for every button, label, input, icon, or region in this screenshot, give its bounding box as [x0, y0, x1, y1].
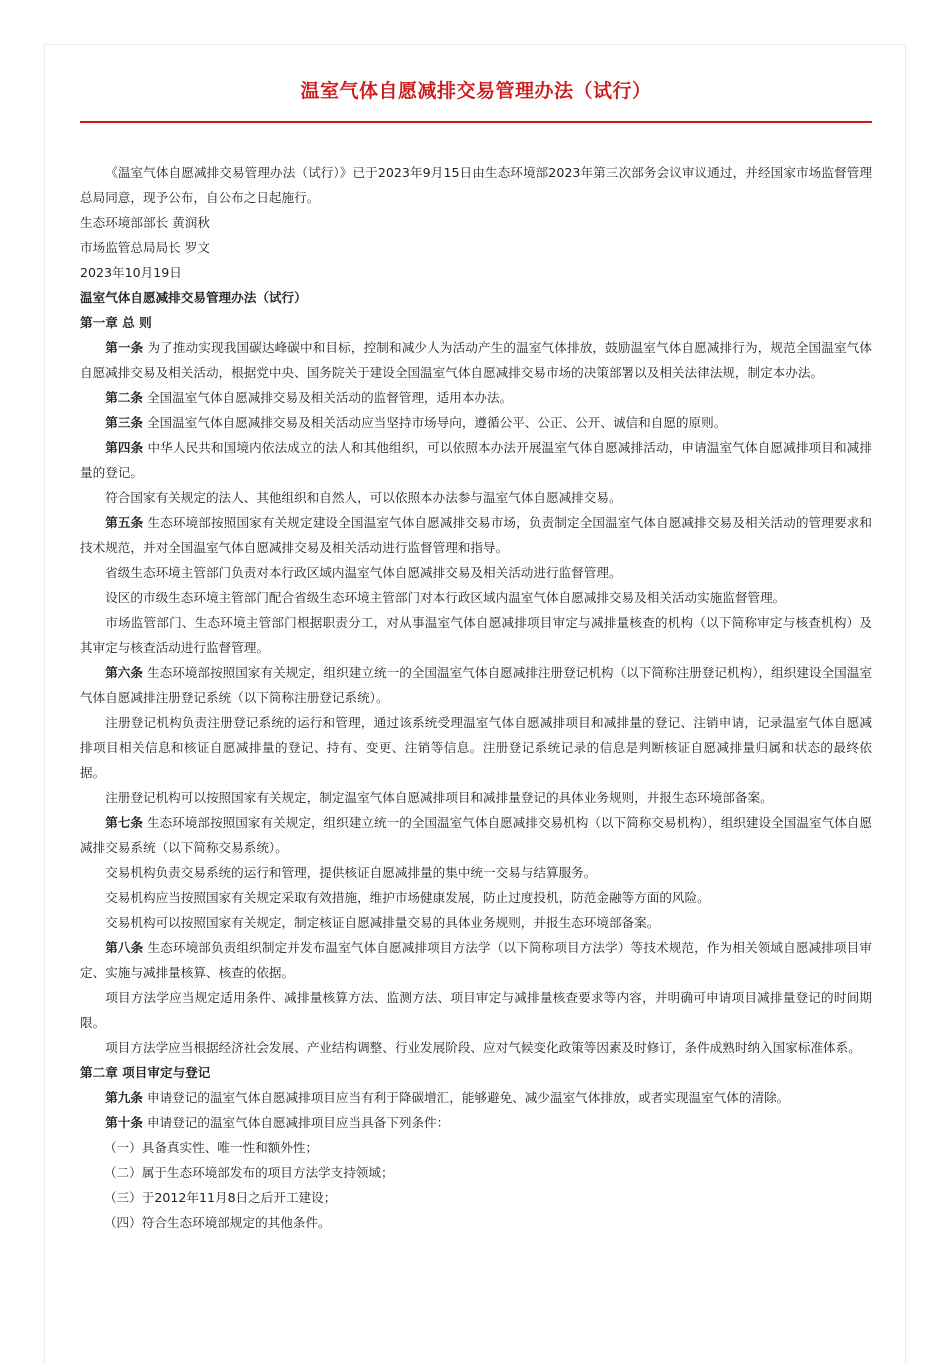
paragraph: 注册登记机构负责注册登记系统的运行和管理，通过该系统受理温室气体自愿减排项目和减排量的登记、注销申请，记录温室气体自愿减排项目相关信息和核证自愿减排量的登记、持有、变更、注销等信息。注册登记系统记录的信息是判断核证自愿减排量归属和状态的最终依据。 [80, 715, 872, 780]
article-6 [80, 660, 872, 710]
article-text: 为了推动实现我国碳达峰碳中和目标，控制和减少人为活动产生的温室气体排放，鼓励温室气体自愿减排行为，规范全国温室气体自愿减排交易及相关活动，根据党中央、国务院关于建设全国温室气体自愿减排交易市场的决策部署以及相关法律法规，制定本办法。 [80, 340, 872, 380]
article-label: 第六条 [105, 665, 144, 680]
article-text: 申请登记的温室气体自愿减排项目应当有利于降碳增汇，能够避免、减少温室气体排放，或者实现温室气体的清除。 [142, 1090, 790, 1105]
list-item: （一）具备真实性、唯一性和额外性； [103, 1140, 319, 1155]
article-label: 第三条 [105, 415, 143, 430]
document-body [80, 160, 872, 1235]
article-label: 第二条 [105, 390, 143, 405]
article-4 [80, 435, 872, 485]
chapter-heading: 第一章 总 则 [80, 315, 152, 330]
article-7 [80, 810, 872, 860]
article-label: 第九条 [105, 1090, 143, 1105]
article-1 [80, 335, 872, 385]
article-label: 第五条 [105, 515, 144, 530]
article-10 [80, 1110, 872, 1135]
article-text: 全国温室气体自愿减排交易及相关活动的监督管理，适用本办法。 [142, 390, 513, 405]
signature-minister-samr: 市场监管总局局长 罗文 [80, 240, 210, 255]
article-5 [80, 510, 872, 560]
paragraph: 设区的市级生态环境主管部门配合省级生态环境主管部门对本行政区域内温室气体自愿减排交易及相关活动实施监督管理。 [105, 590, 786, 605]
paragraph: 注册登记机构可以按照国家有关规定，制定温室气体自愿减排项目和减排量登记的具体业务规则，并报生态环境部备案。 [105, 790, 773, 805]
article-text: 生态环境部按照国家有关规定，组织建立统一的全国温室气体自愿减排交易机构（以下简称交易机构），组织建设全国温室气体自愿减排交易系统（以下简称交易系统）。 [80, 815, 872, 855]
paragraph: 省级生态环境主管部门负责对本行政区域内温室气体自愿减排交易及相关活动进行监督管理。 [105, 565, 622, 580]
paragraph: 符合国家有关规定的法人、其他组织和自然人，可以依照本办法参与温室气体自愿减排交易。 [105, 490, 622, 505]
list-item: （四）符合生态环境部规定的其他条件。 [103, 1215, 331, 1230]
article-3 [80, 410, 872, 435]
article-9 [80, 1085, 872, 1110]
paragraph: 交易机构负责交易系统的运行和管理，提供核证自愿减排量的集中统一交易与结算服务。 [105, 865, 597, 880]
signature-date: 2023年10月19日 [80, 265, 182, 280]
article-label: 第七条 [105, 815, 144, 830]
article-label: 第八条 [105, 940, 144, 955]
intro-paragraph: 《温室气体自愿减排交易管理办法（试行）》已于2023年9月15日由生态环境部2023年第三次部务会议审议通过，并经国家市场监督管理总局同意，现予公布，自公布之日起施行。 [80, 165, 872, 205]
paragraph: 项目方法学应当规定适用条件、减排量核算方法、监测方法、项目审定与减排量核查要求等内容，并明确可申请项目减排量登记的时间期限。 [80, 990, 872, 1030]
list-item: （二）属于生态环境部发布的项目方法学支持领域； [103, 1165, 394, 1180]
chapter-heading: 第二章 项目审定与登记 [80, 1065, 211, 1080]
paragraph: 项目方法学应当根据经济社会发展、产业结构调整、行业发展阶段、应对气候变化政策等因素及时修订，条件成熟时纳入国家标准体系。 [105, 1040, 861, 1055]
paragraph: 市场监管部门、生态环境主管部门根据职责分工，对从事温室气体自愿减排项目审定与减排量核查的机构（以下简称审定与核查机构）及其审定与核查活动进行监督管理。 [80, 615, 872, 655]
subtitle: 温室气体自愿减排交易管理办法（试行） [80, 290, 307, 305]
signature-minister-ee: 生态环境部部长 黄润秋 [80, 215, 210, 230]
article-label: 第四条 [105, 440, 144, 455]
paragraph: 交易机构应当按照国家有关规定采取有效措施，维护市场健康发展，防止过度投机，防范金融等方面的风险。 [105, 890, 710, 905]
article-8 [80, 935, 872, 985]
document-title: 温室气体自愿减排交易管理办法（试行） [300, 80, 652, 102]
article-text: 生态环境部按照国家有关规定，组织建立统一的全国温室气体自愿减排注册登记机构（以下简称注册登记机构），组织建设全国温室气体自愿减排注册登记系统（以下简称注册登记系统）。 [80, 665, 872, 705]
article-text: 申请登记的温室气体自愿减排项目应当具备下列条件： [142, 1115, 450, 1130]
list-item: （三）于2012年11月8日之后开工建设； [103, 1190, 337, 1205]
article-text: 生态环境部按照国家有关规定建设全国温室气体自愿减排交易市场，负责制定全国温室气体自愿减排交易及相关活动的管理要求和技术规范，并对全国温室气体自愿减排交易及相关活动进行监督管理和指导。 [80, 515, 872, 555]
article-text: 中华人民共和国境内依法成立的法人和其他组织，可以依照本办法开展温室气体自愿减排活动，申请温室气体自愿减排项目和减排量的登记。 [80, 440, 872, 480]
article-text: 全国温室气体自愿减排交易及相关活动应当坚持市场导向，遵循公平、公正、公开、诚信和自愿的原则。 [142, 415, 727, 430]
title-divider [80, 121, 872, 123]
article-2 [80, 385, 872, 410]
article-label: 第一条 [105, 340, 144, 355]
article-text: 生态环境部负责组织制定并发布温室气体自愿减排项目方法学（以下简称项目方法学）等技术规范，作为相关领域自愿减排项目审定、实施与减排量核算、核查的依据。 [80, 940, 872, 980]
paragraph: 交易机构可以按照国家有关规定，制定核证自愿减排量交易的具体业务规则，并报生态环境部备案。 [105, 915, 660, 930]
article-label: 第十条 [105, 1115, 143, 1130]
